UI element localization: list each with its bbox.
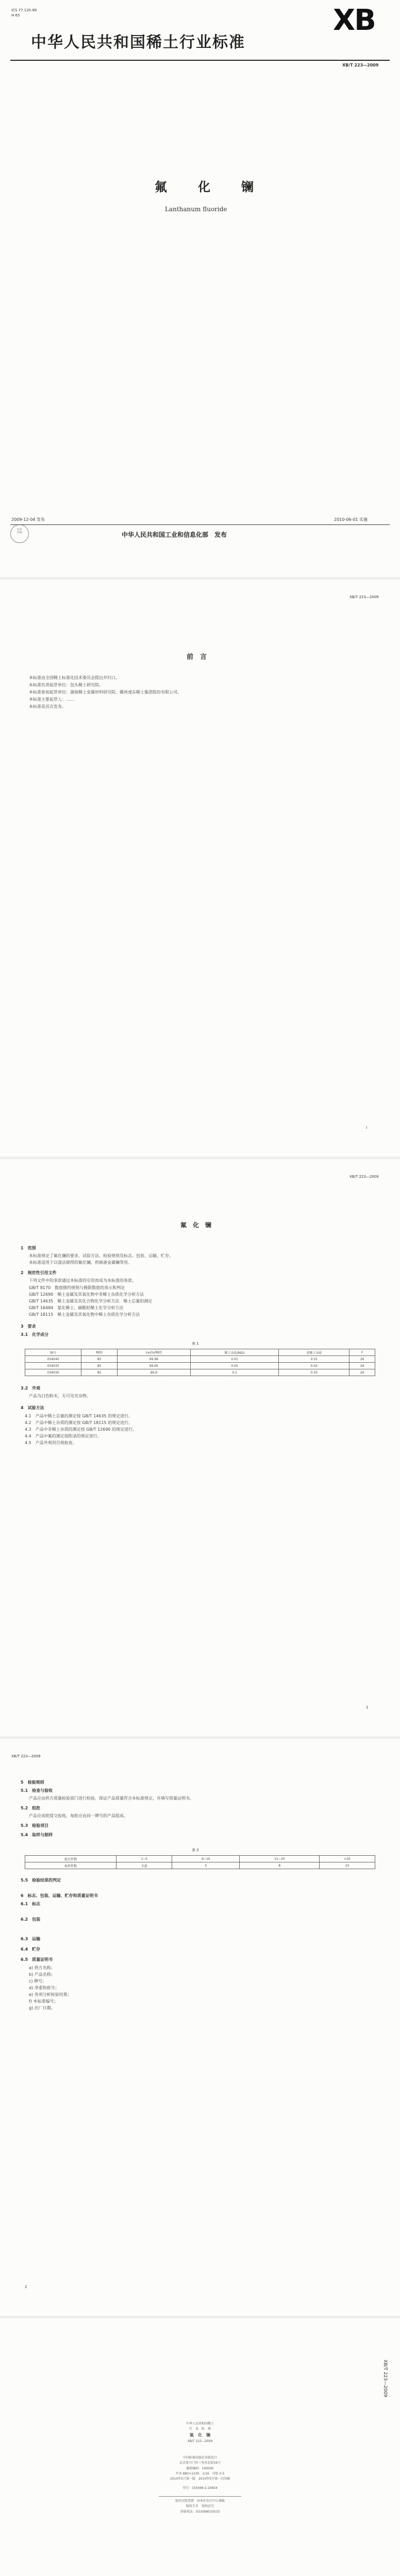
page-header-code: XB/T 223—2009 [349,1175,379,1179]
reference-item: GB/T 8170 数值修约规则与极限数值的表示和判定 [29,1285,125,1290]
standard-code: XB/T 223—2009 [342,63,379,67]
subsection-heading: 5.1 检查与验收 [21,1788,53,1793]
table-header-cell: 6~10 [172,1856,240,1862]
table-cell: 26 [349,1356,375,1363]
method-item: 4.5 产品外观用目视检查。 [25,1440,77,1445]
table-header-cell: >20 [320,1856,375,1862]
section-heading: 5 检验规则 [21,1780,44,1785]
subsection-heading: 6.3 运输 [21,1937,41,1941]
section-text: 产品应由供方质量检验部门进行检验，保证产品质量符合本标准规定，并填写质量证明书。 [29,1796,194,1801]
list-item: f) 本标准编号； [29,1999,58,2004]
table-cell: 99.95 [117,1363,190,1369]
table-cell: 99.99 [117,1356,190,1363]
table-header-cell: 11~20 [240,1856,320,1862]
foreword-line: 本标准是首次发布。 [29,704,66,709]
colophon-line: 开本 880×1230 1/16 印张 0.5 [175,2471,225,2476]
reference-item: GB/T 12690 稀土金属及其氧化物中非稀土杂质化学分析方法 [29,1292,144,1297]
table-row [25,1369,375,1376]
colophon-line: 2010年5月第一版 2010年5月第一次印刷 [170,2477,230,2481]
table-header-cell: 1~5 [116,1856,172,1862]
section-heading: 1 范围 [21,1246,36,1250]
subsection-heading: 6.4 贮存 [21,1947,41,1952]
foreword-line: 本标准主要起草人：…… [29,697,74,702]
cover-rule-bottom [10,524,390,525]
subsection-heading: 3.1 化学成分 [21,1332,49,1337]
section-text: 本标准规定了氟化镧的要求、试验方法、检验规则及标志、包装、运输、贮存。 [29,1253,173,1258]
table-cell: 8 [240,1862,320,1869]
table-cell: 10 [320,1862,375,1869]
table-caption: 表 1 [192,1342,199,1346]
list-item: c) 牌号； [29,1979,47,1984]
foreword-heading: 前 言 [187,653,207,661]
list-item: e) 各项分析检验结果； [29,1992,72,1997]
table-header-row [25,1856,375,1862]
table-cell: 0.01 [190,1356,278,1363]
table-cell: 85 [81,1356,117,1363]
list-item: a) 供方名称； [29,1965,55,1970]
standard-title: 中华人民共和国稀土行业标准 [31,33,245,52]
table-header-cell: 牌号 [25,1349,81,1356]
subsection-heading: 5.4 取样与制样 [21,1833,53,1837]
table-row [25,1862,375,1869]
section-heading: 6 标志、包装、运输、贮存和质量证明书 [21,1893,98,1898]
composition-table [25,1349,375,1376]
table-row [25,1356,375,1363]
colophon-page [0,2318,400,2576]
content-page-2 [0,1739,400,2316]
foreword-page [0,580,400,1157]
subsection-heading: 6.1 标志 [21,1902,41,1906]
document-title-en: Lanthanum fluoride [165,206,227,213]
section-text: 产品应成批提交验收，每批应由同一牌号的产品组成。 [29,1814,128,1818]
section-heading: 4 试验方法 [21,1405,44,1410]
list-item: g) 出厂日期。 [29,2006,55,2010]
table-row [25,1363,375,1369]
subsection-heading: 5.5 检验结果的判定 [21,1878,61,1883]
page-header-code: XB/T 223—2009 [349,595,379,599]
table-header-row [25,1349,375,1356]
section-text: 产品为白色粉末，无可见夹杂物。 [29,1394,91,1398]
reference-item: GB/T 14635 稀土金属及其化合物化学分析方法 稀土总量的测定 [29,1299,153,1303]
brand-logo: XB [333,4,375,37]
archive-stamp: 标准 档案 [10,524,29,543]
issue-date: 2009-12-04 发布 [11,517,45,522]
method-item: 4.2 产品中稀土杂质的测定按 GB/T 18115 的规定进行。 [25,1420,133,1425]
content-page-1 [0,1159,400,1736]
colophon-line: 中国标准出版社出版发行 [182,2456,217,2460]
subsection-heading: 3.2 外观 [21,1386,41,1391]
report-line: 举报电话：(010)68533533 [180,2510,220,2514]
subsection-heading: 5.3 检验项目 [21,1823,49,1828]
colophon-block [123,2421,277,2515]
sampling-table [25,1855,375,1869]
table-caption: 表 2 [192,1848,199,1852]
page-header-code: XB/T 223—2009 [11,1754,41,1758]
colophon-line: XB/T 223—2009 [187,2439,213,2443]
table-cell: 034030 [25,1369,81,1376]
ccs-code: H 65 [11,13,20,18]
table-cell: 034040 [25,1356,81,1363]
colophon-rule [159,2496,241,2497]
method-item: 4.4 产品中氟的测定按附录的规定进行。 [25,1434,102,1438]
foreword-line: 本标准负责起草单位：包头稀土研究院。 [29,683,103,687]
section-heading: 3 要求 [21,1324,36,1329]
issuer: 中华人民共和国工业和信息化部 发布 [122,531,227,538]
table-cell: 85 [81,1363,117,1369]
colophon-line: 氟 化 镧 [190,2433,210,2438]
foreword-line: 本标准由全国稀土标准化技术委员会提出并归口。 [29,675,120,680]
notice-line: 如有印装差错 由本社发行中心调换 [175,2499,225,2503]
table-cell: 取样件数 [25,1862,116,1869]
table-header-cell: 批次件数 [25,1856,116,1862]
table-cell: 034035 [25,1363,81,1369]
page-number: I [366,1126,368,1130]
table-cell: 99.9 [117,1369,190,1376]
colophon-line: 北京复兴门外三里河北街16号 [179,2461,221,2465]
subsection-heading: 5.2 组批 [21,1806,41,1810]
page-number: 2 [25,2285,27,2289]
page-number: 1 [366,1705,369,1709]
table-cell: 全部 [116,1862,172,1869]
colophon-line: 行 业 标 准 [189,2427,211,2431]
subsection-heading: 6.5 质量证明书 [21,1957,53,1962]
spine-code: XB/T 223—2009 [382,2360,388,2397]
colophon-line: 中华人民共和国稀土 [186,2422,214,2426]
cover-page [0,0,400,577]
table-header-cell: F [349,1349,375,1356]
table-cell: 0.03 [279,1369,349,1376]
table-cell: 26 [349,1363,375,1369]
document-title: 氟 化 镧 [155,180,263,194]
table-cell: 0.01 [279,1356,349,1363]
table-cell: 0.05 [190,1363,278,1369]
section-text: 下列文件中的条款通过本标准的引用而成为本标准的条款。 [29,1278,136,1283]
reference-item: GB/T 16484 氯化稀土、碳酸轻稀土化学分析方法 [29,1306,124,1310]
content-title: 氟 化 镧 [180,1222,212,1229]
table-header-cell: 稀土杂质/REO [190,1349,278,1356]
table-cell: 26 [349,1369,375,1376]
table-cell: 0.1 [190,1369,278,1376]
subsection-heading: 6.2 包装 [21,1917,41,1922]
ics-code: ICS 77.120.99 [11,8,37,12]
rights-line: 版权专有 侵权必究 [186,2504,214,2509]
table-header-cell: 非稀土杂质 [279,1349,349,1356]
section-heading: 2 规范性引用文件 [21,1270,57,1275]
method-item: 4.3 产品中非稀土杂质的测定按 GB/T 12690 的规定进行。 [25,1427,137,1432]
list-item: b) 产品名称； [29,1972,55,1977]
colophon-line: 邮政编码：100045 [186,2466,214,2470]
method-item: 4.1 产品中稀土总量的测定按 GB/T 14635 的规定进行。 [25,1414,133,1418]
cover-rule-top [10,60,390,61]
table-header-cell: La₂O₃/REO [117,1349,190,1356]
list-item: d) 净重和批号； [29,1986,59,1990]
implementation-date: 2010-06-01 实施 [334,517,368,522]
table-header-cell: REO [81,1349,117,1356]
colophon-line: 书号：155066·2-20654 [182,2486,218,2490]
foreword-line: 本标准参加起草单位：湖南稀土金属材料研究院、赣州虔东稀土集团股份有限公司。 [29,690,181,694]
table-cell: 85 [81,1369,117,1376]
section-text: 本标准适用于以湿法制得的氟化镧，供制备金属镧等用。 [29,1260,132,1265]
table-cell: 5 [172,1862,240,1869]
table-cell: 0.02 [279,1363,349,1369]
reference-item: GB/T 18115 稀土金属及其氧化物中稀土杂质化学分析方法 [29,1312,140,1317]
